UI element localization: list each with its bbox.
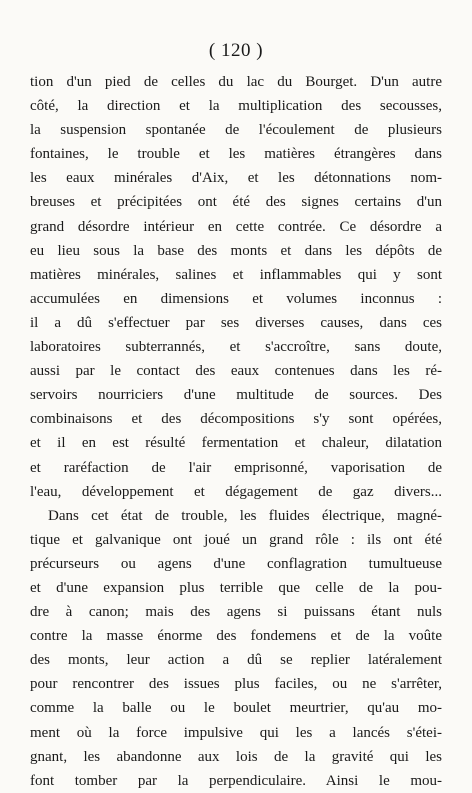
paragraph-start-line: Dans cet état de trouble, les fluides électrique, magné-	[48, 507, 442, 524]
text-line: grand désordre intérieur en cette contrée. Ce désordre a	[30, 218, 442, 235]
body-text	[30, 70, 442, 793]
text-line: tique et galvanique ont joué un grand rôle : ils ont été	[30, 531, 442, 548]
text-line: laboratoires subterrannés, et s'accroître, sans doute,	[30, 339, 442, 356]
text-line: breuses et précipitées ont été des signes certains d'un	[30, 194, 442, 211]
page-number: ( 120 )	[208, 40, 264, 61]
text-line: combinaisons et des décompositions s'y sont opérées,	[30, 411, 442, 428]
text-line: matières minérales, salines et inflammables qui y sont	[30, 266, 442, 283]
text-line: gnant, les abandonne aux lois de la gravité qui les	[30, 748, 442, 765]
text-line: eu lieu sous la base des monts et dans les dépôts de	[30, 242, 442, 259]
text-line: tion d'un pied de celles du lac du Bourget. D'un autre	[30, 74, 442, 90]
text-line: fontaines, le trouble et les matières étrangères dans	[30, 146, 442, 163]
text-line: il a dû s'effectuer par ses diverses causes, dans ces	[30, 314, 442, 331]
text-line: contre la masse énorme des fondemens et de la voûte	[30, 628, 442, 645]
text-line: côté, la direction et la multiplication des secousses,	[30, 98, 442, 115]
text-line: des monts, leur action a dû se replier latéralement	[30, 652, 442, 669]
text-line: aussi par le contact des eaux contenues dans les ré-	[30, 363, 442, 380]
text-line: l'eau, développement et dégagement de gaz divers...	[30, 483, 442, 500]
text-line: et d'une expansion plus terrible que celle de la pou-	[30, 579, 442, 596]
text-line: précurseurs ou agens d'une conflagration tumultueuse	[30, 555, 442, 572]
text-line: servoirs nourriciers d'une multitude de sources. Des	[30, 387, 442, 404]
text-line: et il en est résulté fermentation et chaleur, dilatation	[30, 435, 442, 452]
text-line: la suspension spontanée de l'écoulement de plusieurs	[30, 122, 442, 139]
text-line: et raréfaction de l'air emprisonné, vaporisation de	[30, 459, 442, 476]
text-line: dre à canon; mais des agens si puissans étant nuls	[30, 604, 442, 621]
text-line: comme la balle ou le boulet meurtrier, qu'au mo-	[30, 700, 442, 717]
text-line: ment où la force impulsive qui les a lancés s'étei-	[30, 724, 442, 741]
text-line: les eaux minérales d'Aix, et les détonnations nom-	[30, 170, 442, 187]
text-line: accumulées en dimensions et volumes inconnus :	[30, 290, 442, 307]
text-line: font tomber par la perpendiculaire. Ainsi le mou-	[30, 772, 442, 789]
text-line: pour rencontrer des issues plus faciles, ou ne s'arrêter,	[30, 676, 442, 693]
